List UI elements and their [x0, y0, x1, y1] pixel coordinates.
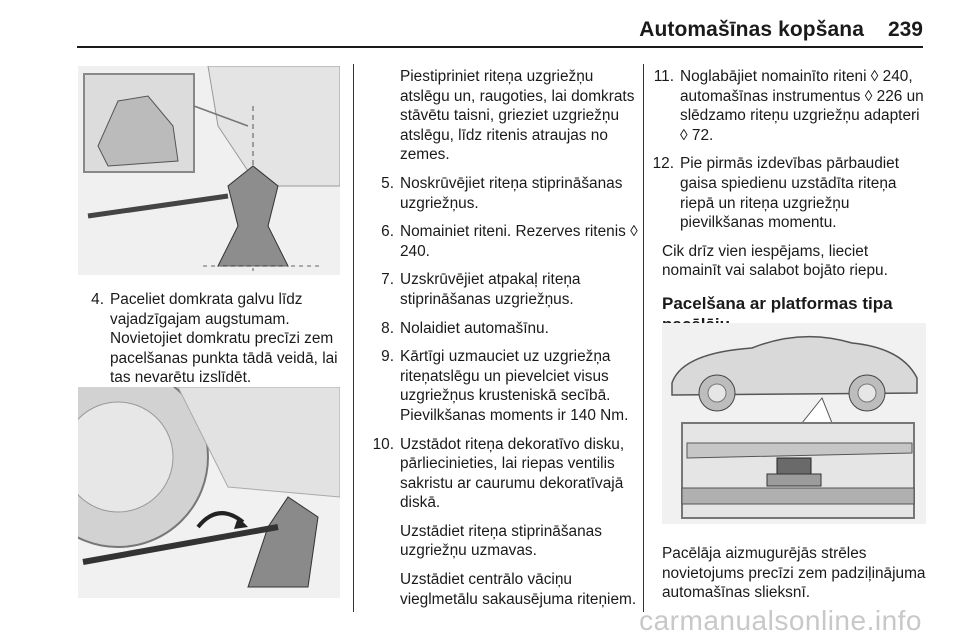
section-subheading: Pacelšana ar platformas tipa — [662, 293, 893, 313]
column-divider-1 — [353, 64, 354, 612]
header-rule — [77, 46, 923, 48]
figure-caption: Pacēlāja aizmugurējās strēles novietojums precīzi zem padziļinājuma automašīnas slieksnī. — [662, 545, 926, 602]
col2-sub2: Uzstādiet centrālo vāciņu vieglmetālu sakausējuma riteņiem. — [400, 571, 637, 608]
step-5: 5. Noskrūvējiet riteņa stiprināšanas uzgriežņus. — [381, 174, 623, 212]
column-divider-2 — [643, 64, 644, 612]
step-4: 4. Paceliet domkrata galvu līdz vajadzīgajam augstumam. Novietojiet domkratu precīzi zem pacelšanas punkta tādā veidā, lai tas nevarētu izslīdēt. — [91, 291, 338, 387]
jack-crank-illustration — [78, 387, 340, 598]
car-lift-illustration — [662, 323, 926, 524]
col2-intro: Piestipriniet riteņa uzgriežņu atslēgu un, raugoties, lai domkrats stāvētu taisni, grieziet uzgriežņu atslēgu, līdz ritenis atraujas no zemes. — [400, 68, 635, 164]
col1-text — [78, 290, 348, 397]
step-7: 7. Uzskrūvējiet atpakaļ riteņa stiprināšanas uzgriežņus. — [381, 271, 581, 308]
col2-text — [368, 67, 638, 618]
jack-placement-illustration — [78, 66, 340, 275]
page-header-title: Automašīnas kopšana — [639, 18, 864, 41]
col3-para: Cik drīz vien iespējams, lieciet nomainīt vai salabot bojāto riepu. — [662, 242, 888, 280]
step-11: 11. Noglabājiet nomainīto riteni ◊ 240, automašīnas instrumentus ◊ 226 un slēdzamo riteņu uzgriežņu adapteri ◊ 72. — [653, 68, 924, 144]
step-8: 8. Nolaidiet automašīnu. — [381, 319, 549, 337]
col3-text — [648, 67, 930, 343]
page-number: 239 — [887, 18, 923, 41]
step-9: 9. Kārtīgi uzmauciet uz uzgriežņa riteņatslēgu un pievelciet visus uzgriežņus krusteniskā secībā. Pievilkšanas moments ir 140 Nm. — [381, 348, 629, 424]
step-6: 6. Nomainiet riteni. Rezerves ritenis ◊ 240. — [381, 223, 638, 260]
watermark: carmanualsonline.info — [639, 605, 922, 636]
col2-sub1: Uzstādiet riteņa stiprināšanas uzgriežņu uzmavas. — [400, 522, 602, 560]
step-10: 10. Uzstādot riteņa dekoratīvo disku, pārliecinieties, lai riepas ventilis sakristu ar caurumu dekoratīvajā diskā. — [372, 435, 625, 512]
step-12: 12. Pie pirmās izdevības pārbaudiet gaisa spiedienu uzstādīta riteņa riepā un riteņa uzgriežņu pievilkšanas momentu. — [652, 155, 900, 232]
